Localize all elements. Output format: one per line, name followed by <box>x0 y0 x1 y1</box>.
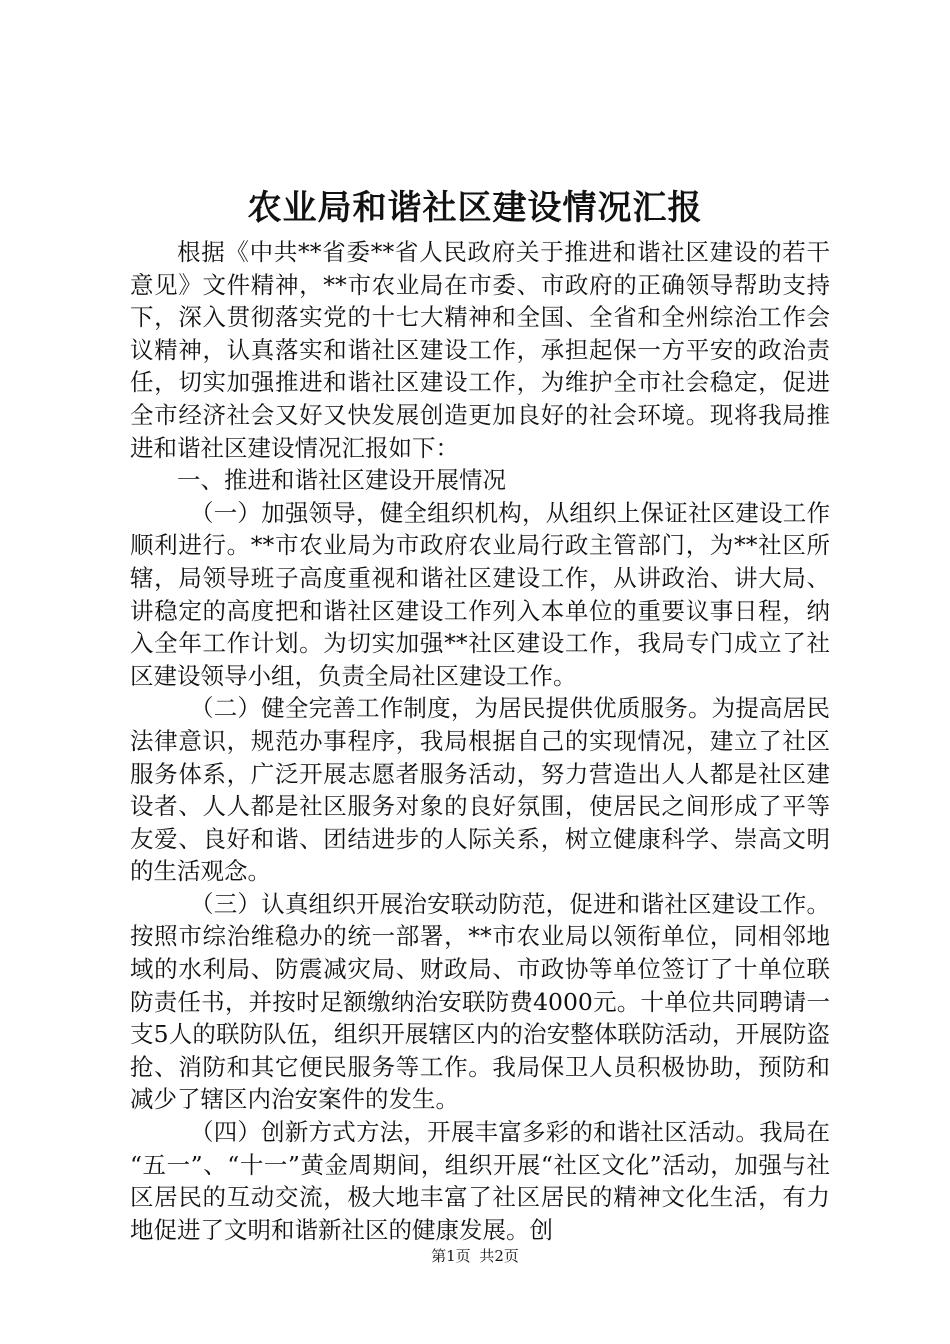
page-number: 第1页 <box>431 1247 471 1265</box>
document-title: 农业局和谐社区建设情况汇报 <box>247 188 703 228</box>
subsection-paragraph-2: （二）健全完善工作制度，为居民提供优质服务。为提高居民法律意识，规范办事程序，我局根据自己的实现情况，建立了社区服务体系，广泛开展志愿者服务活动，努力营造出人人都是社区建设者、人人都是社区服务对象的良好氛围，使居民之间形成了平等友爱、良好和谐、团结进步的人际关系，树立健康科学、崇高文明的生活观念。 <box>130 694 830 886</box>
subsection-paragraph-3: （三）认真组织开展治安联动防范，促进和谐社区建设工作。按照市综治维稳办的统一部署，**市农业局以领衔单位，同相邻地域的水利局、防震减灾局、财政局、市政协等单位签订了十单位联防责任书，并按时足额缴纳治安联防费4000元。十单位共同聘请一支5人的联防队伍，组织开展辖区内的治安整体联防活动，开展防盗抢、消防和其它便民服务等工作。我局保卫人员积极协助，预防和减少了辖区内治安案件的发生。 <box>130 889 830 1114</box>
subsection-paragraph-4: （四）创新方式方法，开展丰富多彩的和谐社区活动。我局在“五一”、“十一”黄金周期间，组织开展“社区文化”活动，加强与社区居民的互动交流，极大地丰富了社区居民的精神文化生活，有力地促进了文明和谐新社区的健康发展。创 <box>130 1118 830 1244</box>
document-body <box>130 236 830 1246</box>
section-heading: 一、推进和谐社区建设开展情况 <box>177 466 506 495</box>
intro-paragraph: 根据《中共**省委**省人民政府关于推进和谐社区建设的若干意见》文件精神，**市农业局在市委、市政府的正确领导帮助支持下，深入贯彻落实党的十七大精神和全国、全省和全州综治工作会议精神，认真落实和谐社区建设工作，承担起保一方平安的政治责任，切实加强推进和谐社区建设工作，为维护全市社会稳定，促进全市经济社会又好又快发展创造更加良好的社会环境。现将我局推进和谐社区建设情况汇报如下： <box>130 238 830 462</box>
page-footer <box>0 1246 950 1266</box>
page-total: 共2页 <box>479 1247 519 1265</box>
subsection-paragraph-1: （一）加强领导，健全组织机构，从组织上保证社区建设工作顺利进行。**市农业局为市政府农业局行政主管部门，为**社区所辖，局领导班子高度重视和谐社区建设工作，从讲政治、讲大局、讲稳定的高度把和谐社区建设工作列入本单位的重要议事日程，纳入全年工作计划。为切实加强**社区建设工作，我局专门成立了社区建设领导小组，负责全局社区建设工作。 <box>130 498 830 690</box>
